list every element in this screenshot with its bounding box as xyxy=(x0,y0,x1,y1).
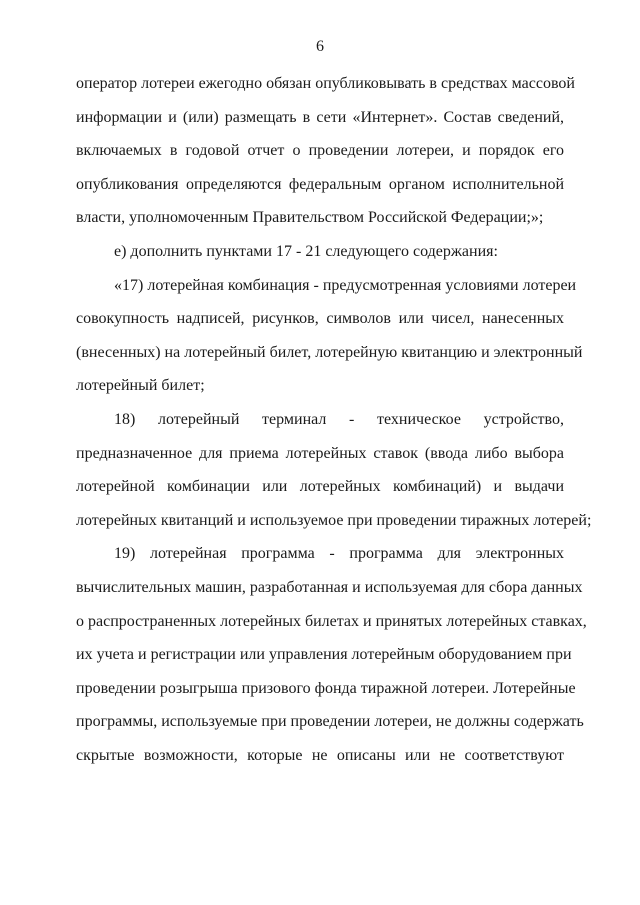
text-line: скрытые возможности, которые не описаны или не соответствуют xyxy=(76,746,564,764)
text-line: власти, уполномоченным Правительством Российской Федерации;»; xyxy=(76,209,544,227)
text-line: опубликования определяются федеральным органом исполнительной xyxy=(76,175,564,193)
text-line: их учета и регистрации или управления лотерейным оборудованием при xyxy=(76,646,572,664)
text-line: предназначенное для приема лотерейных ставок (ввода либо выбора xyxy=(76,444,564,462)
text-line: оператор лотереи ежегодно обязан опубликовывать в средствах массовой xyxy=(76,75,575,92)
text-line: е) дополнить пунктами 17 - 21 следующего содержания: xyxy=(114,242,498,260)
text-line: лотерейных квитанций и используемое при проведении тиражных лотерей; xyxy=(76,511,592,529)
text-line: вычислительных машин, разработанная и используемая для сбора данных xyxy=(76,578,583,596)
text-line: о распространенных лотерейных билетах и принятых лотерейных ставках, xyxy=(76,612,587,630)
text-line: включаемых в годовой отчет о проведении лотереи, и порядок его xyxy=(76,142,564,160)
text-line: программы, используемые при проведении лотереи, не должны содержать xyxy=(76,713,584,731)
text-line: проведении розыгрыша призового фонда тиражной лотереи. Лотерейные xyxy=(76,679,576,697)
page-number: 6 xyxy=(316,38,324,55)
text-line: совокупность надписей, рисунков, символов или чисел, нанесенных xyxy=(76,310,564,328)
text-line: 19) лотерейная программа - программа для электронных xyxy=(114,545,564,563)
text-line: лотерейный билет; xyxy=(76,377,205,395)
text-line: (внесенных) на лотерейный билет, лотерейную квитанцию и электронный xyxy=(76,343,583,361)
document-body xyxy=(76,67,592,772)
text-line: информации и (или) размещать в сети «Интернет». Состав сведений, xyxy=(76,108,564,126)
text-line: «17) лотерейная комбинация - предусмотренная условиями лотереи xyxy=(114,276,577,294)
text-line: лотерейной комбинации или лотерейных комбинаций) и выдачи xyxy=(76,478,564,496)
text-line: 18) лотерейный терминал - техническое устройство, xyxy=(114,410,564,428)
